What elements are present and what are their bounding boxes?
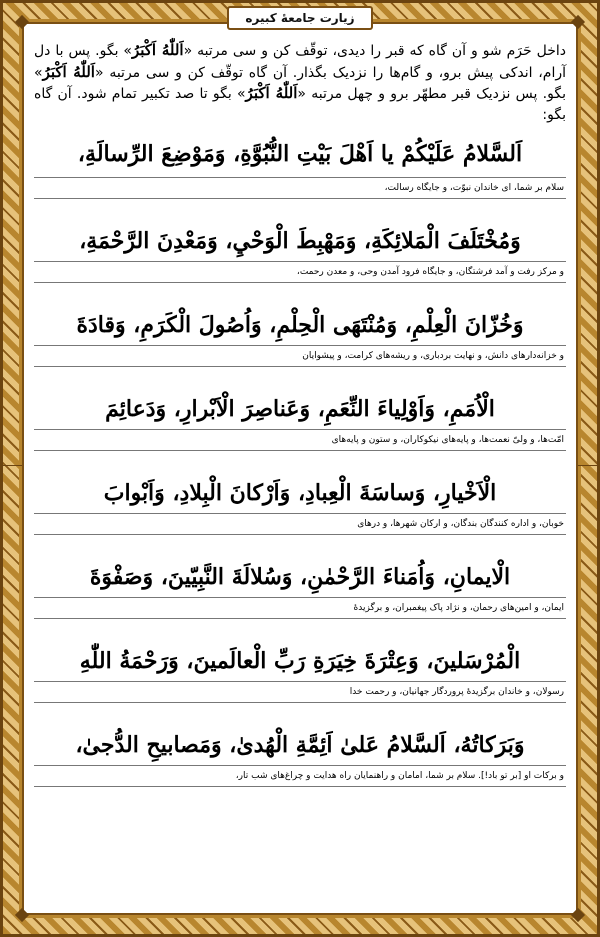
intro-text: » بگو. پس با دل آرام، اندکی پیش برو، و گام‌ها را نزدیک بگذار. آن گاه توقّف کن و سی مرتبه «: [34, 43, 566, 81]
arabic-line: وَبَرَكاتُهُ، اَلسَّلامُ عَلىٰ اَئِمَّةِ الْهُدىٰ، وَمَصابيحِ الدُّجىٰ،: [75, 732, 525, 759]
side-divider: [578, 465, 600, 466]
translation-line: و برکات او [بر تو باد!]. سلام بر شما، امامان و راهنمایان راه هدایت و چراغ‌های شب تار،: [34, 765, 566, 787]
takbir-phrase: اَللّٰهُ اَکْبَرُ: [245, 84, 298, 103]
arabic-line: وَخُزّانَ الْعِلْمِ، وَمُنْتَهَى الْحِلْمِ، وَاُصُولَ الْكَرَمِ، وَقادَةَ: [76, 312, 524, 339]
arabic-line: الْاَخْيارِ، وَساسَةَ الْعِبادِ، وَاَرْكانَ الْبِلادِ، وَاَبْوابَ: [103, 480, 497, 507]
arabic-line: الْمُرْسَلينَ، وَعِتْرَةَ خِيَرَةِ رَبِّ الْعالَمينَ، وَرَحْمَةُ اللّٰهِ: [79, 648, 521, 675]
arabic-line: وَمُخْتَلَفَ الْمَلائِكَةِ، وَمَهْبِطَ الْوَحْيِ، وَمَعْدِنَ الرَّحْمَةِ،: [79, 228, 521, 255]
takbir-phrase: اَللّٰهُ اَکْبَرُ: [131, 41, 184, 59]
arabic-line: اَلسَّلامُ عَلَيْكُمْ يا اَهْلَ بَيْتِ النُّبُوَّةِ، وَمَوْضِعَ الرِّسالَةِ،: [77, 141, 523, 168]
translation-line: ایمان، و امین‌های رحمان، و نژاد پاک پیغمبران، و برگزیدهٔ: [34, 597, 566, 619]
intro-instructions: [34, 40, 566, 125]
arabic-line: الْاُمَمِ، وَاَوْلِياءَ النِّعَمِ، وَعَناصِرَ الْاَبْرارِ، وَدَعائِمَ: [105, 396, 495, 423]
translation-line: خوبان، و اداره کنندگان بندگان، و ارکان شهرها، و درهای: [34, 513, 566, 535]
side-divider: [0, 465, 22, 466]
translation-line: و مرکز رفت و آمد فرشتگان، و جایگاه فرود آمدن وحی، و معدن رحمت،: [34, 261, 566, 283]
translation-line: رسولان، و خاندان برگزیدهٔ پروردگار جهانیان، و رحمت خدا: [34, 681, 566, 703]
translation-line: سلام بر شما، ای خاندان نبوّت، و جایگاه رسالت،: [34, 177, 566, 199]
takbir-phrase: اَللّٰهُ اَکْبَرُ: [42, 62, 95, 81]
intro-text: داخل حَرَم شو و آن گاه که قبر را دیدی، توقّف کن و سی مرتبه «: [183, 43, 566, 59]
intro-text: » بگو تا صد تکبیر تمام شود. آن گاه بگو:: [34, 86, 566, 123]
page-title: زیارت جامعهٔ کبیره: [227, 6, 373, 30]
translation-line: امّت‌ها، و ولیّ نعمت‌ها، و پایه‌های نیکوکاران، و ستون و پایه‌های: [34, 429, 566, 451]
translation-line: و خزانه‌دارهای دانش، و نهایت بردباری، و ریشه‌های کرامت، و پیشوایان: [34, 345, 566, 367]
prayer-text: [34, 40, 566, 787]
intro-text: » بگو. پس نزدیک قبر مطهّر برو و چهل مرتبه «: [34, 64, 566, 103]
arabic-line: الْايمانِ، وَاُمَناءَ الرَّحْمٰنِ، وَسُلالَةَ النَّبِيّينَ، وَصَفْوَةَ: [89, 564, 511, 591]
